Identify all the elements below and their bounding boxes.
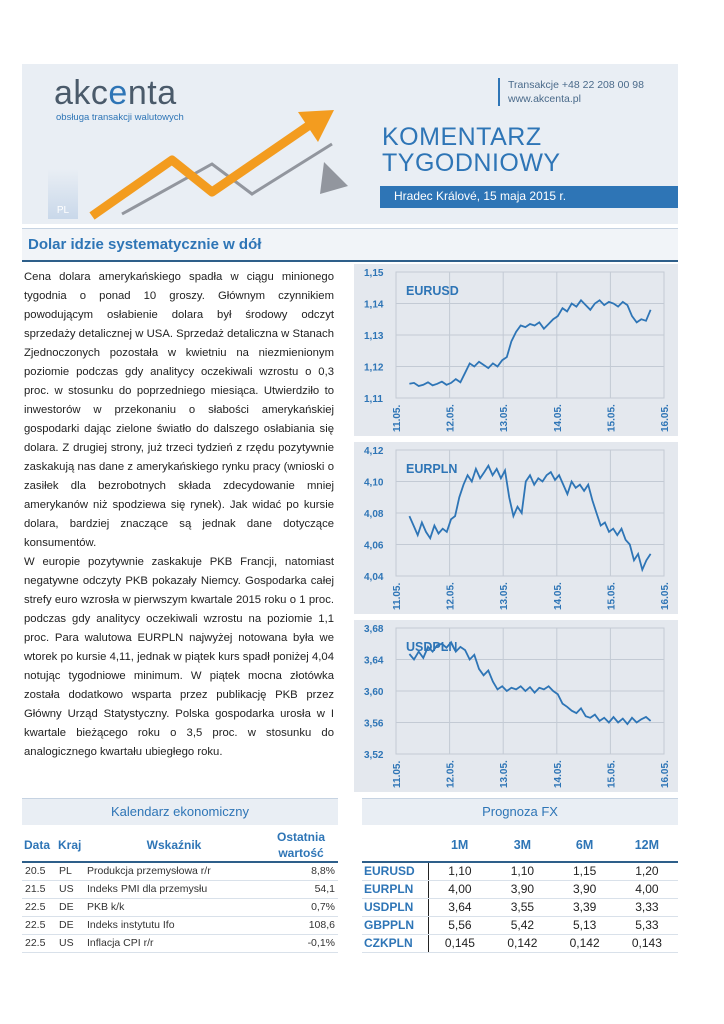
calendar-table bbox=[22, 828, 338, 953]
col-horizon: 3M bbox=[491, 828, 553, 862]
x-tick-label: 13.05. bbox=[499, 760, 511, 788]
article-body bbox=[24, 268, 334, 762]
cell-value: 108,6 bbox=[264, 916, 338, 934]
article-paragraph: Cena dolara amerykańskiego spadła w ciągu minionego tygodnia o ponad 10 groszy. Głównym czynnikiem powodującym osłabienie dolara był środowy odczyt sprzedaży detalicznej w USA. Sprzedaż detaliczna w Stanach Zjednoczonych pozostała w kwietniu na niezmienionym poziomie podczas gdy analitycy oczekiwali wzrostu o 0,3 proc. w stosunku do poprzedniego miesiąca. Utwierdziło to inwestorów w przekonaniu o słabości amerykańskiej gospodarki dając zielone światło do dalszego osłabiania się dolara. Z drugiej strony, już trzeci tydzień z rzędu pozytywnie zaskakują nas dane z amerykańskiego rynku pracy (wnioski o zasiłek dla bezrobotnych składa zdecydowanie mniej amerykanów niż spodziewa się rynek). Jak widać po kursie dolara, bardziej znaczące są jednak dane dotyczące konsumentów. bbox=[24, 271, 334, 549]
cell-value: 8,8% bbox=[264, 862, 338, 880]
cell-forecast: 5,33 bbox=[616, 916, 678, 934]
cell-pair: GBPPLN bbox=[362, 916, 428, 934]
y-tick-label: 1,12 bbox=[364, 362, 384, 374]
chart-title: EURUSD bbox=[406, 284, 459, 298]
y-tick-label: 4,12 bbox=[364, 446, 384, 457]
col-indicator: Wskaźnik bbox=[84, 828, 264, 862]
table-row bbox=[362, 862, 678, 880]
cell-pair: CZKPLN bbox=[362, 934, 428, 952]
col-horizon: 6M bbox=[554, 828, 616, 862]
col-horizon: 1M bbox=[428, 828, 491, 862]
table-row bbox=[362, 934, 678, 952]
x-tick-label: 15.05. bbox=[606, 760, 618, 788]
cell-forecast: 1,10 bbox=[428, 862, 491, 880]
x-tick-label: 14.05. bbox=[552, 760, 564, 788]
cell-forecast: 0,142 bbox=[554, 934, 616, 952]
x-tick-label: 13.05. bbox=[499, 404, 511, 432]
col-last-value: Ostatnia wartość bbox=[264, 828, 338, 862]
cell-forecast: 3,39 bbox=[554, 898, 616, 916]
x-tick-label: 12.05. bbox=[445, 404, 457, 432]
chart-svg bbox=[354, 442, 678, 614]
table-row bbox=[362, 916, 678, 934]
x-tick-label: 16.05. bbox=[660, 404, 671, 432]
y-tick-label: 3,64 bbox=[364, 655, 384, 667]
col-country: Kraj bbox=[56, 828, 84, 862]
chart-svg bbox=[354, 620, 678, 792]
cell-forecast: 3,33 bbox=[616, 898, 678, 916]
publication-title: KOMENTARZ TYGODNIOWY bbox=[382, 123, 561, 177]
cell-date: 22.5 bbox=[22, 898, 56, 916]
x-tick-label: 14.05. bbox=[552, 404, 564, 432]
cell-country: US bbox=[56, 880, 84, 898]
cell-indicator: Produkcja przemysłowa r/r bbox=[84, 862, 264, 880]
trend-arrow-icon bbox=[52, 104, 352, 224]
table-row bbox=[22, 934, 338, 952]
cell-date: 20.5 bbox=[22, 862, 56, 880]
cell-forecast: 5,56 bbox=[428, 916, 491, 934]
article-title: Dolar idzie systematycznie w dół bbox=[22, 228, 678, 262]
col-date: Data bbox=[22, 828, 56, 862]
cell-indicator: Indeks PMI dla przemysłu bbox=[84, 880, 264, 898]
cell-forecast: 4,00 bbox=[428, 880, 491, 898]
cell-value: 54,1 bbox=[264, 880, 338, 898]
table-row bbox=[22, 880, 338, 898]
cell-pair: USDPLN bbox=[362, 898, 428, 916]
x-tick-label: 12.05. bbox=[445, 582, 457, 610]
y-tick-label: 4,10 bbox=[364, 477, 384, 489]
cell-forecast: 4,00 bbox=[616, 880, 678, 898]
y-tick-label: 1,15 bbox=[364, 268, 384, 279]
y-tick-label: 4,04 bbox=[364, 572, 384, 583]
cell-pair: EURUSD bbox=[362, 862, 428, 880]
x-tick-label: 16.05. bbox=[660, 582, 671, 610]
cell-country: DE bbox=[56, 898, 84, 916]
cell-indicator: PKB k/k bbox=[84, 898, 264, 916]
cell-forecast: 0,143 bbox=[616, 934, 678, 952]
x-tick-label: 11.05. bbox=[392, 582, 403, 610]
cell-forecast: 1,10 bbox=[491, 862, 553, 880]
contact-web[interactable]: www.akcenta.pl bbox=[508, 93, 581, 105]
table-row bbox=[22, 862, 338, 880]
cell-value: -0,1% bbox=[264, 934, 338, 952]
cell-date: 21.5 bbox=[22, 880, 56, 898]
table-row bbox=[362, 898, 678, 916]
col-pair bbox=[362, 828, 428, 862]
contact-info bbox=[498, 78, 644, 106]
chart-usdpln bbox=[354, 620, 678, 792]
chart-title: USDPLN bbox=[406, 640, 458, 654]
cell-forecast: 5,42 bbox=[491, 916, 553, 934]
cell-date: 22.5 bbox=[22, 916, 56, 934]
cell-forecast: 3,55 bbox=[491, 898, 553, 916]
forecast-table bbox=[362, 828, 678, 953]
x-tick-label: 12.05. bbox=[445, 760, 457, 788]
x-tick-label: 15.05. bbox=[606, 404, 618, 432]
table-row bbox=[22, 898, 338, 916]
calendar-title: Kalendarz ekonomiczny bbox=[22, 798, 338, 825]
chart-svg bbox=[354, 264, 678, 436]
y-tick-label: 3,68 bbox=[364, 624, 384, 635]
cell-indicator: Inflacja CPI r/r bbox=[84, 934, 264, 952]
cell-country: US bbox=[56, 934, 84, 952]
cell-forecast: 1,20 bbox=[616, 862, 678, 880]
cell-pair: EURPLN bbox=[362, 880, 428, 898]
x-tick-label: 15.05. bbox=[606, 582, 618, 610]
cell-forecast: 0,145 bbox=[428, 934, 491, 952]
cell-indicator: Indeks instytutu Ifo bbox=[84, 916, 264, 934]
x-tick-label: 14.05. bbox=[552, 582, 564, 610]
x-tick-label: 13.05. bbox=[499, 582, 511, 610]
cell-forecast: 3,90 bbox=[554, 880, 616, 898]
x-tick-label: 11.05. bbox=[392, 404, 403, 432]
contact-phone: Transakcje +48 22 208 00 98 bbox=[508, 79, 644, 91]
chart-eurpln bbox=[354, 442, 678, 614]
y-tick-label: 1,14 bbox=[364, 299, 384, 311]
y-tick-label: 1,11 bbox=[364, 394, 383, 405]
table-row bbox=[362, 880, 678, 898]
x-tick-label: 11.05. bbox=[392, 760, 403, 788]
x-tick-label: 16.05. bbox=[660, 760, 671, 788]
chart-eurusd bbox=[354, 264, 678, 436]
cell-forecast: 3,64 bbox=[428, 898, 491, 916]
cell-country: DE bbox=[56, 916, 84, 934]
chart-title: EURPLN bbox=[406, 462, 458, 476]
cell-date: 22.5 bbox=[22, 934, 56, 952]
language-badge: PL bbox=[48, 169, 78, 219]
y-tick-label: 3,56 bbox=[364, 718, 384, 730]
cell-forecast: 1,15 bbox=[554, 862, 616, 880]
dateline: Hradec Králové, 15 maja 2015 r. bbox=[380, 186, 678, 208]
article-paragraph: W europie pozytywnie zaskakuje PKB Francji, natomiast negatywne odczyty PKB pokazały Niemcy. Gospodarka całej strefy euro wzrosła w pierwszym kwartale 2015 roku o 1 proc. podczas gdy analitycy oczekiwali wzrostu na poziomie 1,1 proc. Para walutowa EURPLN najwyżej notowana była we wtorek po kursie 4,11, jednak w piątek kurs spadł poniżej 4,04 notując tygodniowe minimum. W piątek mocna złotówka została dodatkowo wsparta przez publikację PKB przez Główny Urząd Statystyczny. Polska gospodarka urosła w I kwartale bieżącego roku o 3,5 proc. w stosunku do analogicznego kwartału ubiegłego roku. bbox=[24, 556, 334, 758]
col-horizon: 12M bbox=[616, 828, 678, 862]
cell-country: PL bbox=[56, 862, 84, 880]
cell-forecast: 5,13 bbox=[554, 916, 616, 934]
y-tick-label: 4,08 bbox=[364, 509, 384, 520]
header-banner bbox=[22, 64, 678, 224]
cell-value: 0,7% bbox=[264, 898, 338, 916]
table-row bbox=[22, 916, 338, 934]
y-tick-label: 3,52 bbox=[364, 750, 384, 761]
forecast-title: Prognoza FX bbox=[362, 798, 678, 825]
cell-forecast: 3,90 bbox=[491, 880, 553, 898]
cell-forecast: 0,142 bbox=[491, 934, 553, 952]
y-tick-label: 4,06 bbox=[364, 540, 384, 552]
y-tick-label: 3,60 bbox=[364, 687, 384, 698]
y-tick-label: 1,13 bbox=[364, 331, 384, 342]
logo: akcenta bbox=[54, 74, 177, 112]
logo-subtitle: obsługa transakcji walutowych bbox=[56, 112, 184, 123]
